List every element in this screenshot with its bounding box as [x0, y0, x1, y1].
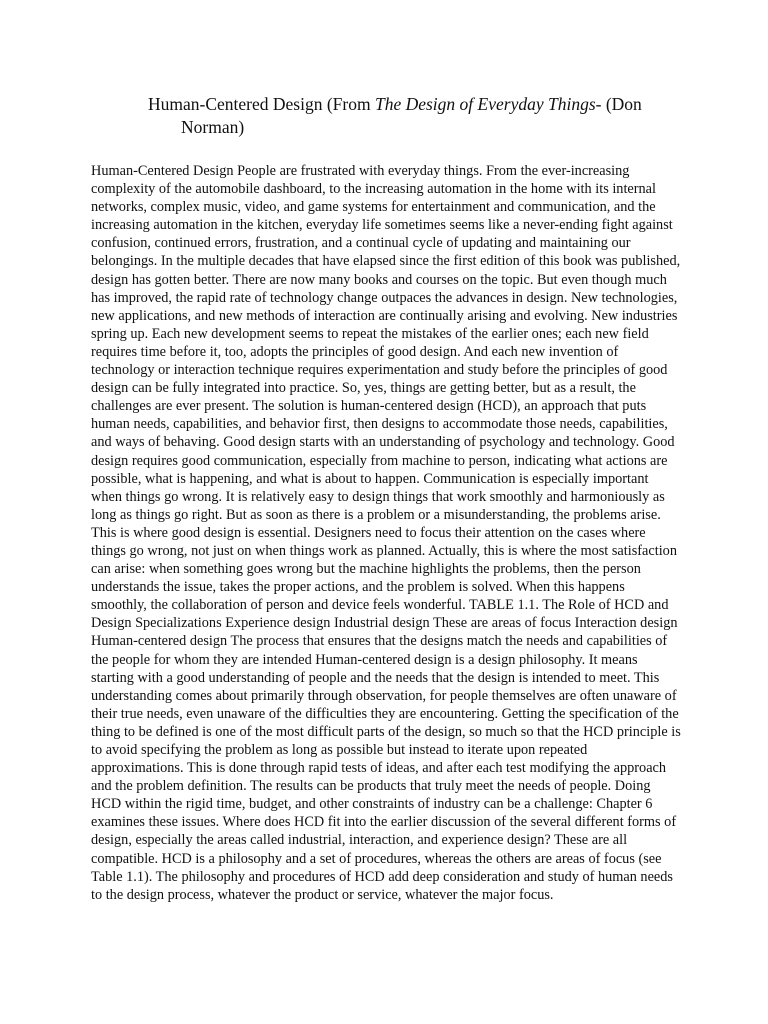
book-title-italic: The Design of Everyday Things	[374, 94, 596, 114]
title-author-line: Norman)	[181, 117, 245, 137]
title-text-author-prefix: - (Don	[595, 94, 642, 114]
title-text: Human-Centered Design (From	[148, 94, 375, 114]
document-title	[148, 93, 668, 139]
body-paragraph: Human-Centered Design People are frustrated with everyday things. From the ever-increasing complexity of the automobile dashboard, to the increasing automation in the home with its internal networks, complex music, video, and game systems for entertainment and communication, and the increasing automation in the kitchen, everyday life sometimes seems like a never-ending fight against confusion, continued errors, frustration, and a continual cycle of updating and maintaining our belongings. In the multiple decades that have elapsed since the first edition of this book was published, design has gotten better. There are now many books and courses on the topic. But even though much has improved, the rapid rate of technology change outpaces the advances in design. New technologies, new applications, and new methods of interaction are continually arising and evolving. New industries spring up. Each new development seems to repeat the mistakes of the earlier ones; each new field requires time before it, too, adopts the principles of good design. And each new invention of technology or interaction technique requires experimentation and study before the principles of good design can be fully integrated into practice. So, yes, things are getting better, but as a result, the challenges are ever present. The solution is human-centered design (HCD), an approach that puts human needs, capabilities, and behavior first, then designs to accommodate those needs, capabilities, and ways of behaving. Good design starts with an understanding of psychology and technology. Good design requires good communication, especially from machine to person, indicating what actions are possible, what is happening, and what is about to happen. Communication is especially important when things go wrong. It is relatively easy to design things that work smoothly and harmoniously as long as things go right. But as soon as there is a problem or a misunderstanding, the problems arise. This is where good design is essential. Designers need to focus their attention on the cases where things go wrong, not just on when things work as planned. Actually, this is where the most satisfaction can arise: when something goes wrong but the machine highlights the problems, then the person understands the issue, takes the proper actions, and the problem is solved. When this happens smoothly, the collaboration of person and device feels wonderful. TABLE 1.1. The Role of HCD and Design Specializations Experience design Industrial design These are areas of focus Interaction design Human-centered design The process that ensures that the designs match the needs and capabilities of the people for whom they are intended Human-centered design is a design philosophy. It means starting with a good understanding of people and the needs that the design is intended to meet. This understanding comes about primarily through observation, for people themselves are often unaware of their true needs, even unaware of the difficulties they are encountering. Getting the specification of the thing to be defined is one of the most difficult parts of the design, so much so that the HCD principle is to avoid specifying the problem as long as possible but instead to iterate upon repeated approximations. This is done through rapid tests of ideas, and after each test modifying the approach and the problem definition. The results can be products that truly meet the needs of people. Doing HCD within the rigid time, budget, and other constraints of industry can be a challenge: Chapter 6 examines these issues. Where does HCD fit into the earlier discussion of the several different forms of design, especially the areas called industrial, interaction, and experience design? These are all compatible. HCD is a philosophy and a set of procedures, whereas the others are areas of focus (see Table 1.1). The philosophy and procedures of HCD add deep consideration and study of human needs to the design process, whatever the product or service, whatever the major focus.	[91, 163, 681, 903]
